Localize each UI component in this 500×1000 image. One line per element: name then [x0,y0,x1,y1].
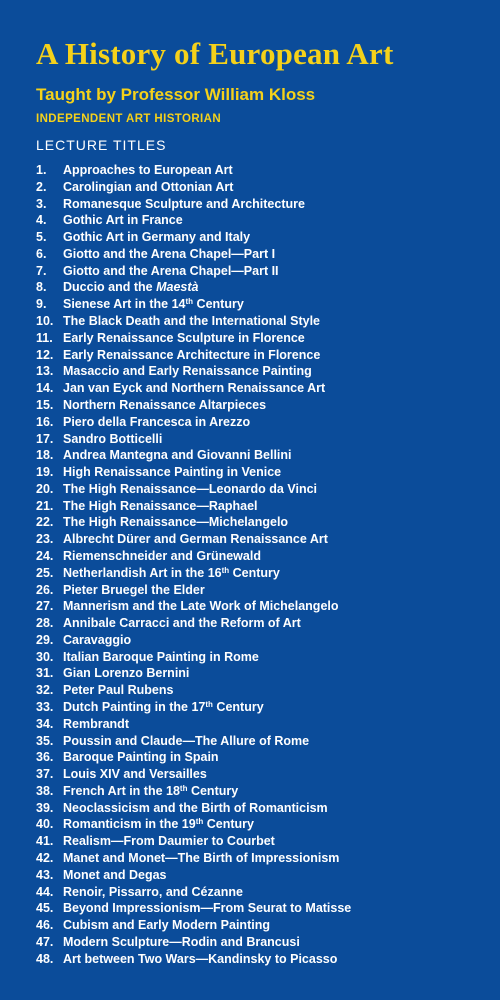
lecture-number: 17. [36,431,54,446]
lecture-title-segment: Realism—From Daumier to Courbet [63,834,275,849]
lecture-title [63,766,207,783]
lecture-title [63,783,238,800]
lecture-number: 31. [36,666,54,681]
lecture-number: 28. [36,616,54,631]
lecture-number: 41. [36,834,54,849]
lecture-title-segment: Rembrandt [63,716,129,731]
lecture-title-segment: Northern Renaissance Altarpieces [63,397,267,412]
lecture-title-segment: th [195,817,204,827]
lecture-number: 2. [36,179,47,194]
lecture-title-segment: The Black Death and the International Style [63,314,321,329]
lecture-title [63,212,183,229]
lecture-title [63,833,275,850]
lecture-title [63,934,300,951]
lecture-number: 3. [36,196,47,211]
lecture-title [63,498,258,515]
lecture-title [63,229,250,246]
lecture-title-segment: Monet and Degas [63,867,167,882]
lecture-number: 32. [36,683,54,698]
lecture-item [36,951,480,968]
lecture-item [36,783,480,800]
lecture-item [36,179,480,196]
lecture-number: 30. [36,649,54,664]
section-heading: LECTURE TITLES [36,137,167,153]
lecture-title [63,716,129,733]
lecture-title [63,196,305,213]
lecture-title-segment: Beyond Impressionism—From Seurat to Matisse [63,901,352,916]
lecture-title-segment: Art between Two Wars—Kandinsky to Picasso [63,951,338,966]
lecture-title [63,951,337,968]
lecture-title [63,682,173,699]
lecture-item [36,884,480,901]
lecture-title-segment: Mannerism and the Late Work of Michelangelo [63,599,339,614]
lecture-title [63,296,244,313]
course-title: A History of European Art [36,36,394,71]
lecture-title-segment: Jan van Eyck and Northern Renaissance Art [63,381,326,396]
lecture-title-segment: Dutch Painting in the 17 [63,700,206,714]
lecture-title [63,917,270,934]
lecture-title-segment: Maestà [156,280,199,295]
lecture-title-segment: Modern Sculpture—Rodin and Brancusi [63,934,300,949]
lecture-item [36,431,480,448]
lecture-title [63,665,189,682]
lecture-title [63,749,219,766]
lecture-title-segment: Century [229,565,280,580]
lecture-number: 11. [36,330,53,345]
lecture-item [36,833,480,850]
lecture-title-segment: Annibale Carracci and the Reform of Art [63,616,301,631]
lecture-title-segment: Riemenschneider and Grünewald [63,548,261,563]
lecture-number: 12. [36,347,54,362]
lecture-item [36,934,480,951]
lecture-item [36,363,480,380]
lecture-number: 16. [36,414,54,429]
lecture-title-segment: Caravaggio [63,632,132,647]
lecture-number: 43. [36,867,54,882]
lecture-number: 27. [36,599,54,614]
lecture-title [63,514,288,531]
lecture-title [63,414,250,431]
lecture-title-segment: Louis XIV and Versailles [63,767,207,782]
lecture-title-segment: Cubism and Early Modern Painting [63,918,270,933]
lecture-title-segment: French Art in the 18 [63,783,180,798]
lecture-item [36,246,480,263]
lecture-number: 4. [36,213,47,228]
lecture-title [63,733,309,750]
lecture-title-segment: th [179,783,188,793]
lecture-title-segment: th [205,700,213,709]
lecture-title [63,464,281,481]
lecture-title-segment: Netherlandish Art in the 16 [63,565,222,580]
lecture-number: 37. [36,767,54,782]
lecture-item [36,850,480,867]
lecture-number: 5. [36,230,47,245]
lecture-title-segment: Romanticism in the 19 [63,817,196,832]
lecture-title-segment: Italian Baroque Painting in Rome [63,649,259,664]
lecture-title-segment: Baroque Painting in Spain [63,750,219,765]
lecture-title-segment: Duccio and the [63,280,157,295]
lecture-item [36,464,480,481]
lecture-number: 29. [36,632,54,647]
lecture-item [36,229,480,246]
lecture-item [36,749,480,766]
lecture-item [36,162,480,179]
lecture-item [36,917,480,934]
lecture-number: 23. [36,532,54,547]
lecture-item [36,313,480,330]
lecture-title-segment: Century [187,783,239,798]
lecture-number: 38. [36,783,54,798]
lecture-item [36,414,480,431]
lecture-item [36,347,480,364]
lecture-item [36,548,480,565]
lecture-item [36,330,480,347]
lecture-title [63,431,162,448]
lecture-title-segment: Carolingian and Ottonian Art [63,179,234,194]
lecture-item [36,632,480,649]
lecture-number: 21. [36,498,54,513]
lecture-title [63,263,279,280]
lecture-number: 8. [36,280,47,295]
lecture-number: 39. [36,800,54,815]
lecture-title [63,699,264,716]
lecture-title-segment: Albrecht Dürer and German Renaissance Art [63,532,328,547]
lecture-item [36,380,480,397]
lecture-title-segment: Peter Paul Rubens [63,683,174,698]
lecture-title-segment: High Renaissance Painting in Venice [63,465,282,480]
lecture-number: 18. [36,448,54,463]
lecture-number: 26. [36,582,54,597]
lecture-title-segment: Piero della Francesca in Arezzo [63,414,251,429]
lecture-item [36,212,480,229]
lecture-item [36,900,480,917]
lecture-number: 34. [36,716,54,731]
lecture-number: 40. [36,817,54,832]
lecture-title [63,800,328,817]
lecture-number: 13. [36,364,54,379]
lecture-title [63,867,167,884]
lecture-number: 33. [36,700,54,714]
lecture-title-segment: Poussin and Claude—The Allure of Rome [63,733,310,748]
lecture-title-segment: th [221,565,230,575]
lecture-title [63,380,325,397]
lecture-title-segment: Approaches to European Art [63,163,233,177]
lecture-title-segment: Neoclassicism and the Birth of Romanticism [63,800,328,815]
lecture-item [36,800,480,817]
lecture-number: 14. [36,381,54,396]
lecture-title [63,162,233,179]
lecture-title-segment: Gian Lorenzo Bernini [63,666,190,681]
lecture-title [63,179,233,196]
lecture-item [36,196,480,213]
lecture-title-segment: Romanesque Sculpture and Architecture [63,196,305,211]
lecture-title-segment: Andrea Mantegna and Giovanni Bellini [63,448,292,463]
lecture-title-segment: Manet and Monet—The Birth of Impressionism [63,851,340,866]
lecture-title [63,565,280,582]
lecture-number: 44. [36,884,54,899]
lecture-item [36,531,480,548]
lecture-item [36,682,480,699]
lecture-title [63,649,259,666]
lecture-title [63,313,320,330]
lecture-title [63,632,131,649]
lecture-number: 47. [36,934,54,949]
lecture-title-segment: Century [203,817,254,832]
lecture-title-segment: Early Renaissance Architecture in Florence [63,347,321,362]
lecture-title-segment: Gothic Art in Germany and Italy [63,230,251,245]
lecture-title-segment: Century [212,700,264,714]
lecture-number: 20. [36,481,54,496]
lecture-item [36,766,480,783]
lecture-item [36,498,480,515]
lecture-item [36,816,480,833]
lecture-title-segment: The High Renaissance—Leonardo da Vinci [63,481,317,496]
lecture-item [36,615,480,632]
lecture-item [36,716,480,733]
lecture-title-segment: The High Renaissance—Michelangelo [63,515,289,530]
lecture-title-segment: Masaccio and Early Renaissance Painting [63,364,312,379]
lecture-number: 22. [36,515,54,530]
lecture-number: 10. [36,314,54,329]
lecture-title-segment: Sienese Art in the 14 [63,297,186,312]
lecture-number: 1. [36,163,47,177]
lecture-number: 25. [36,565,54,580]
lecture-item [36,665,480,682]
lecture-title [63,816,254,833]
lecture-title-segment: Century [193,297,244,312]
lecture-title [63,447,292,464]
lecture-title-segment: Pieter Bruegel the Elder [63,582,205,597]
lecture-title [63,900,351,917]
lecture-title [63,279,198,296]
lecture-title-segment: The High Renaissance—Raphael [63,498,258,513]
lecture-title [63,850,339,867]
lecture-list [36,162,480,968]
lecture-number: 15. [36,397,54,412]
lecture-title-segment: Giotto and the Arena Chapel—Part I [63,246,276,261]
lecture-item [36,481,480,498]
lecture-title [63,397,266,414]
lecture-title-segment: Renoir, Pissarro, and Cézanne [63,884,243,899]
lecture-title [63,598,339,615]
lecture-title-segment: th [185,297,194,307]
lecture-title [63,582,205,599]
lecture-item [36,565,480,582]
lecture-item [36,649,480,666]
lecture-item [36,867,480,884]
lecture-title-segment: Sandro Botticelli [63,431,163,446]
lecture-title [63,884,243,901]
lecture-item [36,296,480,313]
lecture-item [36,514,480,531]
lecture-title [63,246,275,263]
lecture-title [63,363,312,380]
lecture-number: 35. [36,733,54,748]
lecture-title [63,548,261,565]
lecture-item [36,279,480,296]
lecture-item [36,582,480,599]
lecture-number: 19. [36,465,54,480]
lecture-title-segment: Early Renaissance Sculpture in Florence [63,330,305,345]
lecture-title-segment: Gothic Art in France [63,213,183,228]
lecture-title [63,347,320,364]
lecture-item [36,263,480,280]
lecture-title-segment: Giotto and the Arena Chapel—Part II [63,263,279,278]
lecture-number: 45. [36,901,54,916]
lecture-number: 36. [36,750,54,765]
lecture-number: 6. [36,246,47,261]
lecture-number: 42. [36,851,54,866]
lecture-item [36,733,480,750]
lecture-title [63,481,317,498]
lecture-item [36,447,480,464]
lecture-number: 7. [36,263,47,278]
lecture-item [36,397,480,414]
lecture-title [63,615,301,632]
instructor-line: Taught by Professor William Kloss [36,85,316,104]
lecture-item [36,598,480,615]
lecture-title [63,330,305,347]
instructor-role: INDEPENDENT ART HISTORIAN [36,113,222,125]
lecture-number: 46. [36,918,54,933]
lecture-title [63,531,328,548]
lecture-number: 48. [36,951,54,966]
lecture-number: 9. [36,297,47,312]
lecture-number: 24. [36,548,54,563]
lecture-item [36,699,480,716]
